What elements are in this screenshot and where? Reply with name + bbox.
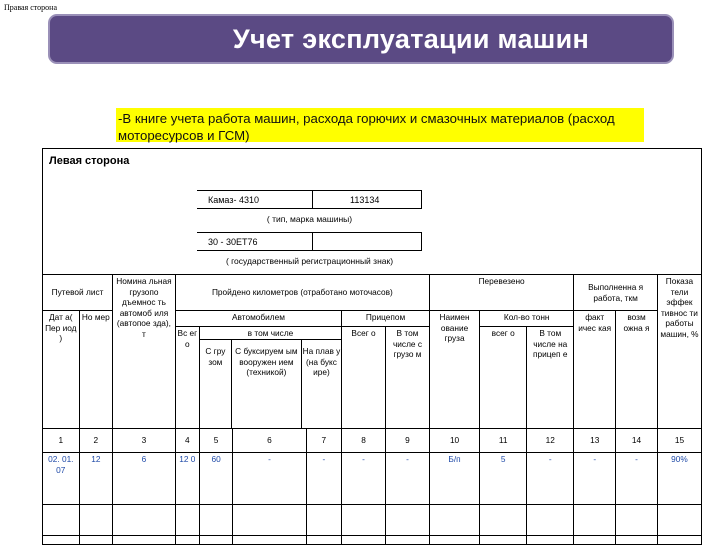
empty-cell <box>43 505 80 545</box>
header-with-load: С гру зом <box>200 340 232 428</box>
header-tons-trailer: В том числе на прицеп е <box>527 327 574 429</box>
vehicle-number: 113134 <box>350 195 380 205</box>
vehicle-model-caption: ( тип, марка машины) <box>266 214 353 224</box>
col-number-10: 10 <box>429 429 479 453</box>
left-side-label: Левая сторона <box>49 155 130 167</box>
empty-cell <box>199 505 232 545</box>
col-number-2: 2 <box>79 429 112 453</box>
col-number-9: 9 <box>386 429 430 453</box>
header-cargo-name: Наимен ование груза <box>429 311 479 429</box>
header-waybill: Путевой лист <box>43 275 113 311</box>
empty-cell <box>306 505 342 545</box>
empty-cell <box>574 505 616 545</box>
header-tons-all: всег о <box>480 327 527 429</box>
empty-cell <box>429 505 479 545</box>
col-number-13: 13 <box>574 429 616 453</box>
corner-note: Правая сторона <box>4 3 58 12</box>
row-cell-work-possible: - <box>616 453 658 505</box>
row-cell-number: 12 <box>79 453 112 505</box>
header-capacity: Номина льная грузопо дъемнос ть автомоб иля (автопое зда), т <box>113 275 176 429</box>
header-km-total: Пройдено километров (отработано моточасов) <box>175 275 429 311</box>
header-work-done: Выполненна я работа, ткм <box>574 275 658 311</box>
row-cell-km-all: 12 0 <box>175 453 199 505</box>
row-cell-tons-trailer: - <box>527 453 574 505</box>
empty-cell <box>527 505 574 545</box>
row-cell-efficiency: 90% <box>657 453 701 505</box>
header-including: в том числе <box>200 327 341 340</box>
col-number-14: 14 <box>616 429 658 453</box>
header-trailer-all: Всег о <box>342 327 386 429</box>
col-number-3: 3 <box>113 429 176 453</box>
page-title: Учет эксплуатации машин <box>232 23 590 54</box>
header-trailer: Прицепом <box>342 311 430 327</box>
title-banner <box>48 14 674 64</box>
header-including-group <box>199 327 341 429</box>
col-number-6: 6 <box>233 429 306 453</box>
col-number-12: 12 <box>527 429 574 453</box>
empty-cell <box>657 505 701 545</box>
reg-number-caption: ( государственный регистрационный знак) <box>225 256 394 266</box>
empty-cell <box>342 505 386 545</box>
row-cell-with-load: 60 <box>199 453 232 505</box>
empty-cell <box>113 505 176 545</box>
header-date: Дат а( Пер иод ) <box>43 311 80 429</box>
row-cell-work-actual: - <box>574 453 616 505</box>
col-number-15: 15 <box>657 429 701 453</box>
header-efficiency: Показа тели эффек тивнос ти работы машин, % <box>657 275 701 429</box>
col-number-11: 11 <box>480 429 527 453</box>
header-towing: С буксируем ым вооружен ием (техникой) <box>232 340 302 428</box>
header-number: Но мер <box>79 311 112 429</box>
row-cell-cargo: Б/п <box>429 453 479 505</box>
header-work-actual: факт ичес кая <box>574 311 616 429</box>
col-number-4: 4 <box>175 429 199 453</box>
operations-table <box>42 274 702 545</box>
row-cell-afloat: - <box>306 453 342 505</box>
empty-cell <box>480 505 527 545</box>
empty-cell <box>233 505 306 545</box>
row-cell-date: 02. 01. 07 <box>43 453 80 505</box>
row-cell-tons-all: 5 <box>480 453 527 505</box>
header-afloat: На плав у (на букс ире) <box>302 346 341 377</box>
header-tons-qty: Кол-во тонн <box>480 311 574 327</box>
col-number-1: 1 <box>43 429 80 453</box>
empty-cell <box>175 505 199 545</box>
row-cell-capacity: 6 <box>113 453 176 505</box>
empty-cell <box>616 505 658 545</box>
header-transported: Перевезено <box>429 275 573 311</box>
row-cell-trailer-all: - <box>342 453 386 505</box>
empty-cell <box>79 505 112 545</box>
header-trailer-with-load: В том числе с грузо м <box>386 327 430 429</box>
header-auto-all: Вс ег о <box>175 327 199 429</box>
col-number-7: 7 <box>306 429 342 453</box>
col-number-5: 5 <box>199 429 232 453</box>
row-cell-towing: - <box>233 453 306 505</box>
header-auto: Автомобилем <box>175 311 341 327</box>
empty-cell <box>386 505 430 545</box>
vehicle-model: Камаз- 4310 <box>208 195 259 205</box>
row-cell-trailer-load: - <box>386 453 430 505</box>
intro-text: -В книге учета работа машин, расхода горючих и смазочных материалов (расход моторесурсов и ГСМ) <box>118 111 615 143</box>
header-work-possible: возм ожна я <box>616 311 658 429</box>
reg-number: 30 - 30ЕТ76 <box>208 237 258 247</box>
col-number-8: 8 <box>342 429 386 453</box>
